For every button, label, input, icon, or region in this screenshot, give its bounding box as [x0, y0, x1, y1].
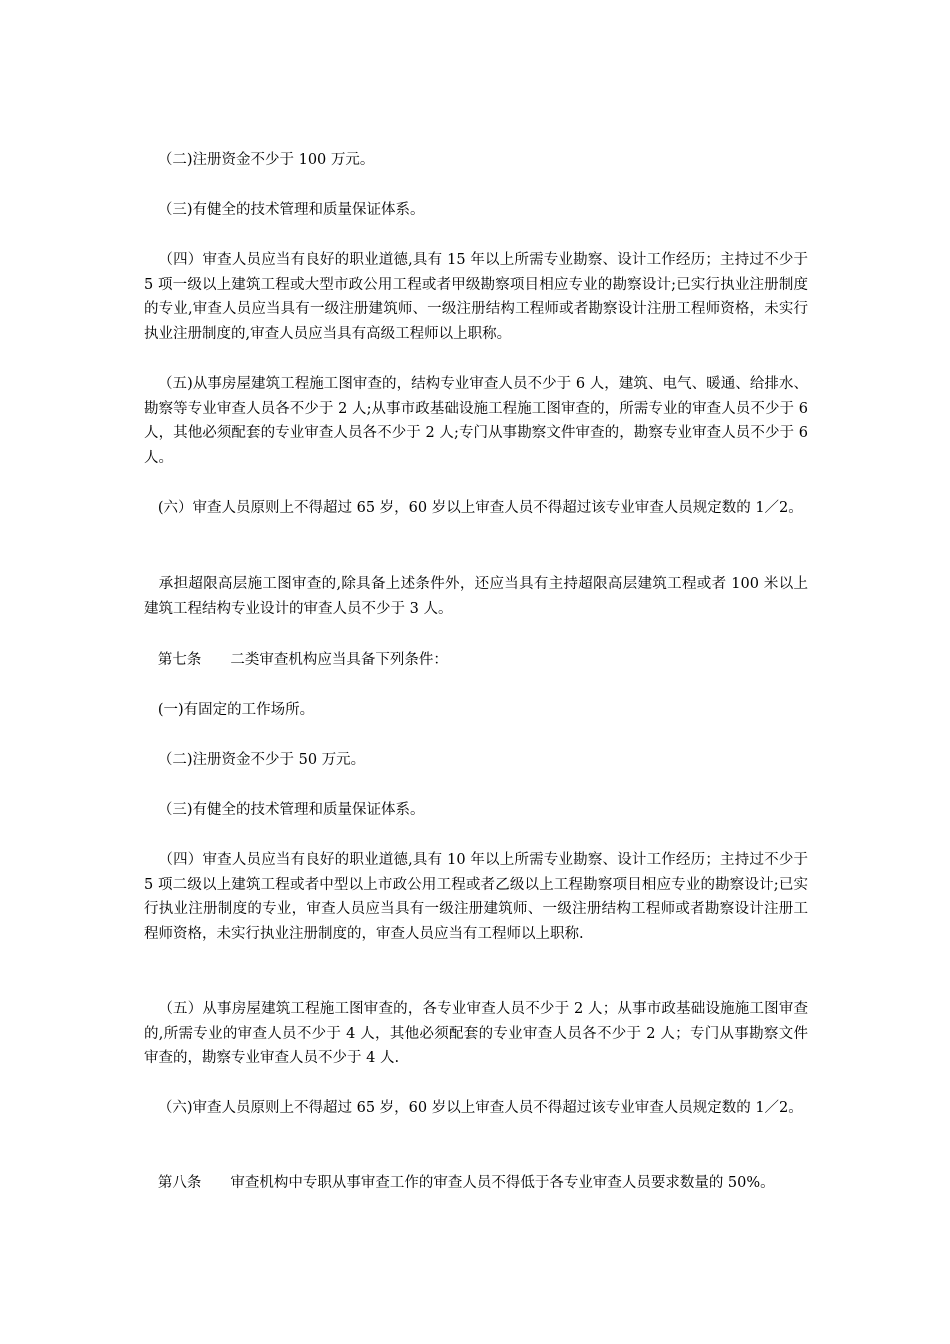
- paragraph-super-high-rise: 承担超限高层施工图审查的,除具备上述条件外，还应当具有主持超限高层建筑工程或者 100 米以上建筑工程结构专业设计的审查人员不少于 3 人。: [144, 576, 809, 617]
- paragraph-reviewer-qualification-2: （四）审查人员应当有良好的职业道德,具有 10 年以上所需专业勘察、设计工作经历；主持过不少于 5 项二级以上建筑工程或者中型以上市政公用工程或者乙级以上工程勘察项目相应专业的勘察设计;已实行执业注册制度的专业，审查人员应当具有一级注册建筑师、一级注册结构工程师或者勘察设计注册工程师资格，未实行执业注册制度的，审查人员应当有工程师以上职称.: [144, 852, 813, 942]
- paragraph-reviewer-age-1: (六）审查人员原则上不得超过 65 岁，60 岁以上审查人员不得超过该专业审查人员规定数的 1／2。: [144, 500, 803, 516]
- paragraph-quality-system-1: （三)有健全的技术管理和质量保证体系。: [144, 202, 425, 218]
- paragraph-fixed-workplace: (一)有固定的工作场所。: [144, 702, 315, 718]
- article-seven-heading: 第七条 二类审查机构应当具备下列条件：: [144, 652, 448, 668]
- article-eight: 第八条 审查机构中专职从事审查工作的审查人员不得低于各专业审查人员要求数量的 50%。: [144, 1175, 775, 1191]
- paragraph-reviewer-count-2: （五）从事房屋建筑工程施工图审查的，各专业审查人员不少于 2 人；从事市政基础设施施工图审查的,所需专业的审查人员不少于 4 人，其他必须配套的专业审查人员各不少于 2 人；专门从事勘察文件审查的，勘察专业审查人员不少于 4 人.: [144, 1001, 808, 1066]
- paragraph-quality-system-2: （三)有健全的技术管理和质量保证体系。: [144, 802, 425, 818]
- paragraph-reviewer-count-1: （五)从事房屋建筑工程施工图审查的，结构专业审查人员不少于 6 人，建筑、电气、暖通、给排水、勘察等专业审查人员各不少于 2 人;从事市政基础设施工程施工图审查的，所需专业的审查人员不少于 6 人，其他必须配套的专业审查人员各不少于 2 人;专门从事勘察文件审查的，勘察专业审查人员不少于 6 人。: [144, 376, 813, 466]
- paragraph-registered-capital-100: （二)注册资金不少于 100 万元。: [144, 152, 375, 168]
- paragraph-reviewer-qualification-1: （四）审查人员应当有良好的职业道德,具有 15 年以上所需专业勘察、设计工作经历；主持过不少于 5 项一级以上建筑工程或大型市政公用工程或者甲级勘察项目相应专业的勘察设计;已实行执业注册制度的专业,审查人员应当具有一级注册建筑师、一级注册结构工程师或者勘察设计注册工程师资格，未实行执业注册制度的,审查人员应当具有高级工程师以上职称。: [144, 252, 813, 342]
- paragraph-registered-capital-50: （二)注册资金不少于 50 万元。: [144, 752, 366, 768]
- paragraph-reviewer-age-2: （六)审查人员原则上不得超过 65 岁，60 岁以上审查人员不得超过该专业审查人员规定数的 1／2。: [144, 1100, 803, 1116]
